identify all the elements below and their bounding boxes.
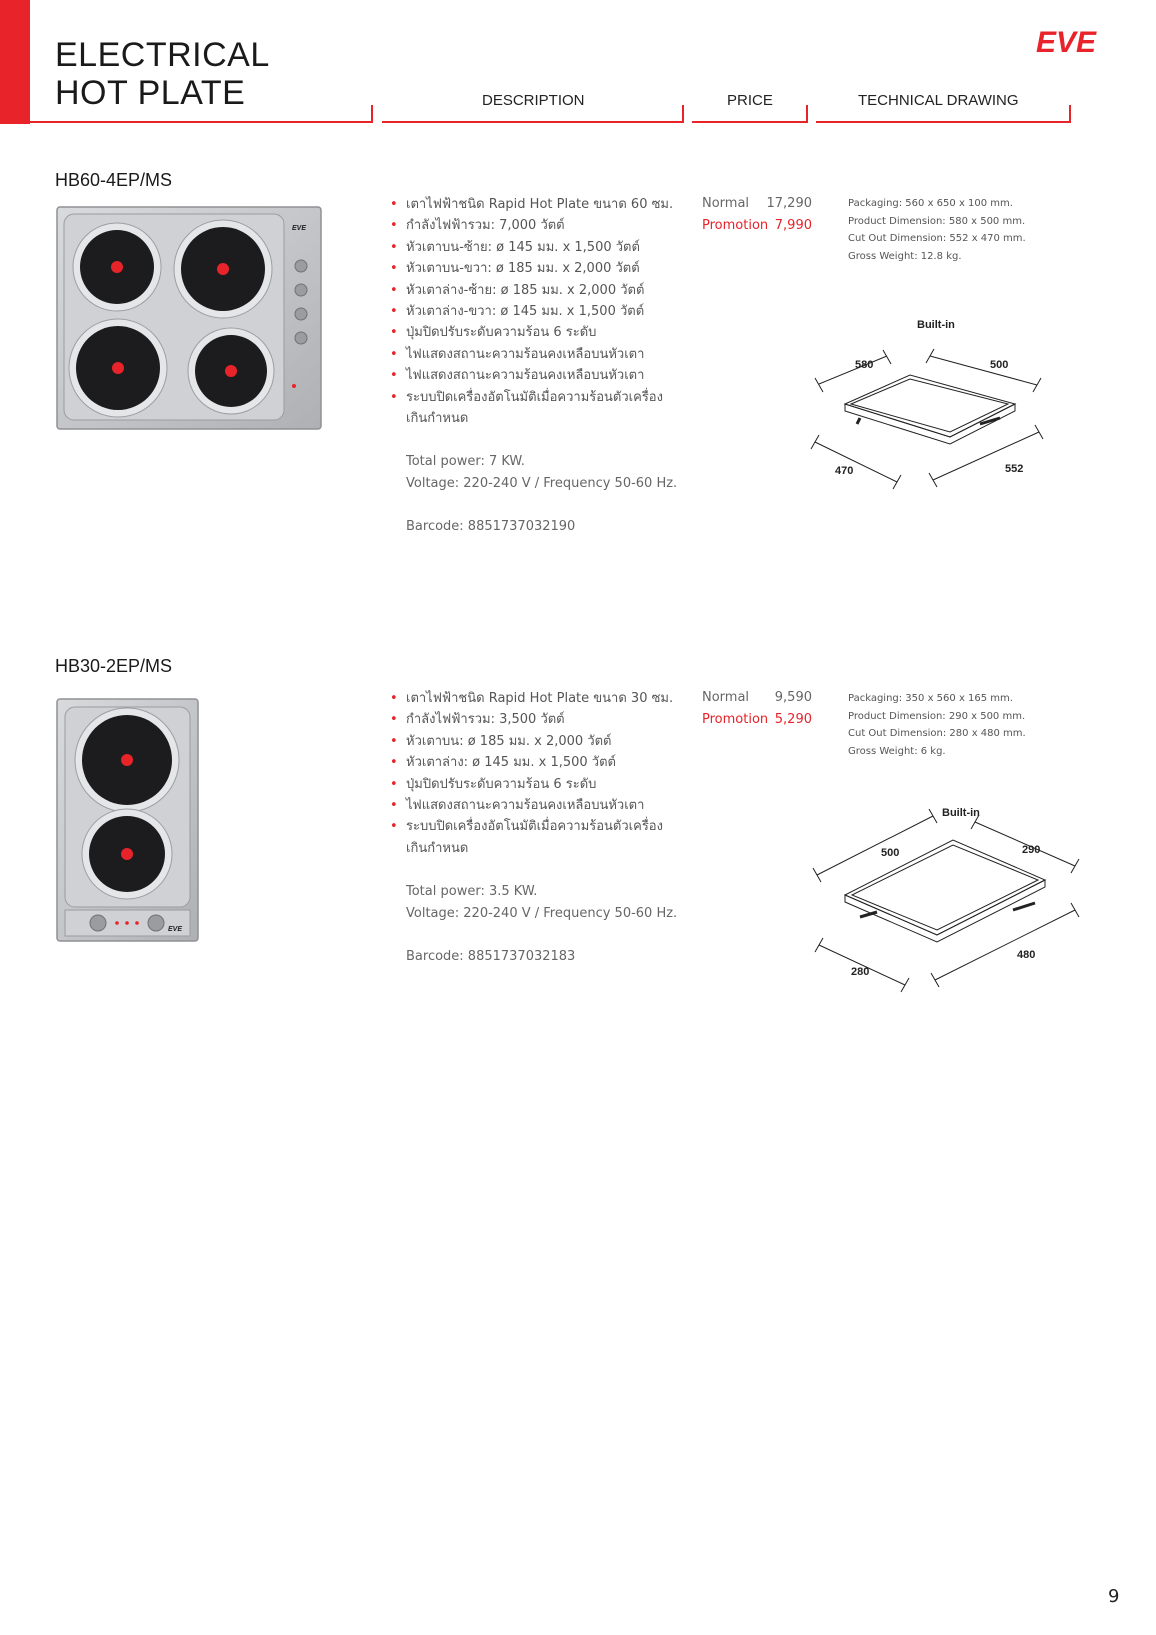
page-title bbox=[55, 36, 270, 112]
product-image-hb60 bbox=[56, 206, 322, 430]
feature-item: • หัวเตาล่าง: ø 145 มม. x 1,500 วัตต์ bbox=[390, 752, 680, 773]
product-model-name: HB60-4EP/MS bbox=[55, 170, 173, 190]
drawing-dimension: 470 bbox=[835, 465, 854, 477]
technical-drawing-hb60 bbox=[805, 312, 1065, 492]
product-image-hb30 bbox=[56, 698, 199, 942]
drawing-dimension: 290 bbox=[1022, 844, 1041, 856]
page-title-line-1: ELECTRICAL bbox=[55, 36, 270, 74]
price-promo-label: Promotion bbox=[702, 712, 769, 727]
drawing-title: Built-in bbox=[917, 319, 955, 331]
spec-product-dimension: Product Dimension: 290 x 500 mm. bbox=[848, 710, 1026, 722]
page-number: 9 bbox=[1108, 1586, 1120, 1607]
price-promo-value: 7,990 bbox=[774, 218, 812, 233]
drawing-dimension: 280 bbox=[851, 966, 870, 978]
product-feature-list bbox=[390, 688, 680, 859]
feature-item: • หัวเตาบน-ขวา: ø 185 มม. x 2,000 วัตต์ bbox=[390, 258, 680, 279]
header-tick bbox=[1069, 105, 1071, 123]
voltage: Voltage: 220-240 V / Frequency 50-60 Hz. bbox=[406, 476, 678, 491]
drawing-title: Built-in bbox=[942, 807, 980, 819]
spec-block bbox=[848, 690, 1026, 760]
header-underline-price bbox=[692, 121, 808, 123]
product-feature-list bbox=[390, 194, 680, 429]
feature-item: • ไฟแสดงสถานะความร้อนคงเหลือบนหัวเตา bbox=[390, 795, 680, 816]
feature-item: • กำลังไฟฟ้ารวม: 7,000 วัตต์ bbox=[390, 215, 680, 236]
technical-drawing-hb30 bbox=[805, 800, 1087, 1000]
header-underline-description bbox=[382, 121, 684, 123]
feature-item: • ไฟแสดงสถานะความร้อนคงเหลือบนหัวเตา bbox=[390, 365, 680, 386]
spec-product-dimension: Product Dimension: 580 x 500 mm. bbox=[848, 215, 1026, 227]
price-promo-value: 5,290 bbox=[774, 712, 812, 727]
eve-logo-text: EVE bbox=[1036, 27, 1097, 57]
column-header-technical-drawing: TECHNICAL DRAWING bbox=[858, 92, 1019, 109]
feature-item: • หัวเตาล่าง-ซ้าย: ø 185 มม. x 2,000 วัตต์ bbox=[390, 280, 680, 301]
feature-item: • หัวเตาบน: ø 185 มม. x 2,000 วัตต์ bbox=[390, 731, 680, 752]
spec-gross-weight: Gross Weight: 6 kg. bbox=[848, 745, 946, 757]
column-header-description: DESCRIPTION bbox=[482, 92, 585, 109]
feature-item: • เตาไฟฟ้าชนิด Rapid Hot Plate ขนาด 30 ซม. bbox=[390, 688, 680, 709]
price-promo-label: Promotion bbox=[702, 218, 769, 233]
feature-item: • ระบบปิดเครื่องอัตโนมัติเมื่อความร้อนตัวเครื่องเกินกำหนด bbox=[390, 816, 680, 859]
feature-item: • หัวเตาบน-ซ้าย: ø 145 มม. x 1,500 วัตต์ bbox=[390, 237, 680, 258]
product-model-name: HB30-2EP/MS bbox=[55, 656, 173, 676]
total-power: Total power: 7 KW. bbox=[406, 454, 525, 469]
header-tick bbox=[682, 105, 684, 123]
eve-logo bbox=[1034, 27, 1118, 57]
header-underline-technical bbox=[816, 121, 1071, 123]
drawing-dimension: 480 bbox=[1017, 949, 1036, 961]
header-tick bbox=[806, 105, 808, 123]
header-underline-title bbox=[30, 121, 373, 123]
spec-block bbox=[848, 195, 1026, 265]
spec-gross-weight: Gross Weight: 12.8 kg. bbox=[848, 250, 962, 262]
page-title-line-2: HOT PLATE bbox=[55, 74, 246, 112]
spec-packaging: Packaging: 350 x 560 x 165 mm. bbox=[848, 693, 1013, 704]
drawing-dimension: 580 bbox=[855, 359, 874, 371]
feature-item: • ปุ่มปิดปรับระดับความร้อน 6 ระดับ bbox=[390, 322, 680, 343]
header-tick bbox=[371, 105, 373, 123]
voltage: Voltage: 220-240 V / Frequency 50-60 Hz. bbox=[406, 906, 678, 921]
price-normal-label: Normal bbox=[702, 196, 750, 211]
product-image-logo: EVE bbox=[168, 926, 183, 933]
feature-item: • เตาไฟฟ้าชนิด Rapid Hot Plate ขนาด 60 ซม. bbox=[390, 194, 680, 215]
feature-item: • ระบบปิดเครื่องอัตโนมัติเมื่อความร้อนตัวเครื่องเกินกำหนด bbox=[390, 387, 680, 430]
price-normal-value: 9,590 bbox=[774, 690, 812, 705]
drawing-dimension: 552 bbox=[1005, 463, 1024, 475]
spec-cutout-dimension: Cut Out Dimension: 552 x 470 mm. bbox=[848, 233, 1026, 244]
feature-item: • ไฟแสดงสถานะความร้อนคงเหลือบนหัวเตา bbox=[390, 344, 680, 365]
drawing-dimension: 500 bbox=[990, 359, 1009, 371]
product-image-logo: EVE bbox=[292, 225, 307, 232]
spec-cutout-dimension: Cut Out Dimension: 280 x 480 mm. bbox=[848, 728, 1026, 739]
price-normal-label: Normal bbox=[702, 690, 750, 705]
feature-item: • ปุ่มปิดปรับระดับความร้อน 6 ระดับ bbox=[390, 774, 680, 795]
feature-item: • หัวเตาล่าง-ขวา: ø 145 มม. x 1,500 วัตต์ bbox=[390, 301, 680, 322]
barcode: Barcode: 8851737032183 bbox=[406, 949, 576, 964]
feature-item: • กำลังไฟฟ้ารวม: 3,500 วัตต์ bbox=[390, 709, 680, 730]
price-normal-value: 17,290 bbox=[766, 196, 812, 211]
drawing-dimension: 500 bbox=[881, 847, 900, 859]
total-power: Total power: 3.5 KW. bbox=[406, 884, 538, 899]
barcode: Barcode: 8851737032190 bbox=[406, 519, 576, 534]
spec-packaging: Packaging: 560 x 650 x 100 mm. bbox=[848, 198, 1013, 209]
column-header-price: PRICE bbox=[727, 92, 773, 109]
header-accent-bar bbox=[0, 0, 30, 124]
